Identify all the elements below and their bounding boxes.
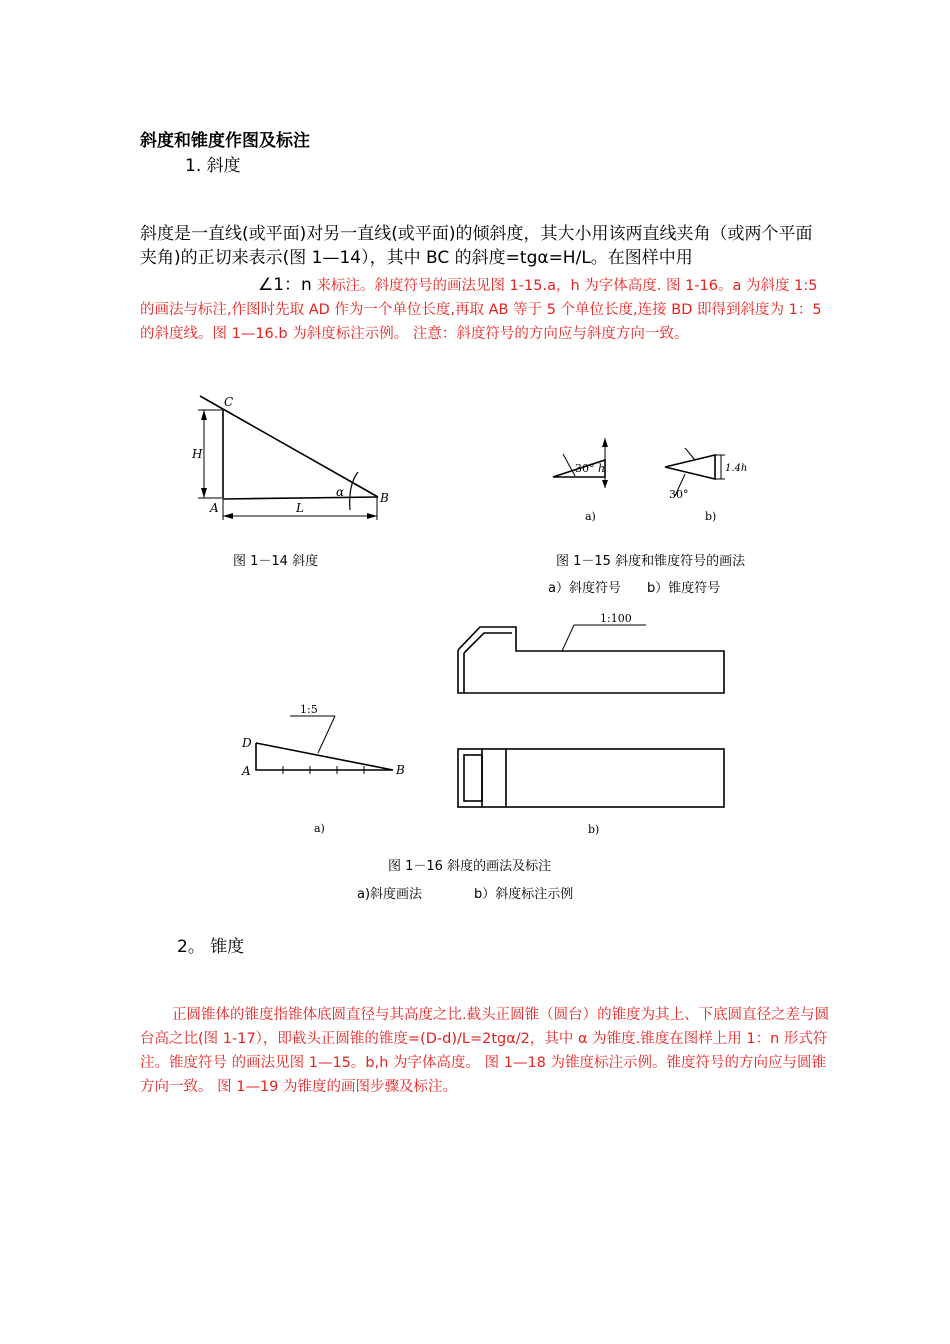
fig16a-sublabel: a): [314, 822, 325, 835]
fig15-h: h: [598, 462, 606, 475]
figure-1-16b: [450, 605, 740, 840]
para-black-text: 斜度是一直线(或平面)对另一直线(或平面)的倾斜度，其大小用该两直线夹角（或两个平面夹角)的正切来表示(图 1—14），其中 BC 的斜度=tgα=H/L。在图样中用: [140, 224, 813, 268]
fig15-subcaption: a）斜度符号 b）锥度符号: [548, 581, 721, 596]
figure-1-14: [190, 390, 400, 525]
fig16a-label-d: D: [242, 736, 252, 750]
fig15-caption: 图 1－15 斜度和锥度符号的画法: [556, 554, 746, 569]
section1-heading: 1. 斜度: [185, 156, 241, 176]
fig15-angle-b: 30°: [669, 488, 689, 501]
figure-1-16a: [238, 700, 418, 840]
fig15-angle-a: 30°: [575, 462, 595, 475]
section2-text: 正圆锥体的锥度指锥体底圆直径与其高度之比.截头正圆锥（圆台）的锥度为其上、下底圆直径之差与圆台高之比(图 1-17），即截头正圆锥的锥度=(D-d)/L=2tgα/2，其中 α 为锥度.锥度在图样上用 1：n 形式符注。锥度符号 的画法见图 1—15。b,h 为字体高度。 图 1—18 为锥度标注示例。锥度符号的方向应与圆锥方向一致。 图 1—19 为锥度的画图步骤及标注。: [140, 1007, 830, 1095]
page-title: 斜度和锥度作图及标注: [140, 131, 310, 151]
figure-1-15: [545, 430, 755, 530]
section2-heading: 2。 锥度: [177, 937, 245, 957]
fig16a-label-a: A: [242, 764, 251, 778]
fig15-h14: 1.4h: [725, 463, 748, 474]
fig14-label-b: B: [380, 491, 389, 505]
fig14-label-a: A: [210, 501, 219, 515]
fig14-label-alpha: α: [336, 485, 345, 499]
section2-paragraph: [140, 1003, 830, 1099]
fig14-caption: 图 1－14 斜度: [233, 554, 319, 569]
fig16-subcaption: a)斜度画法 b）斜度标注示例: [357, 887, 574, 902]
section1-red-paragraph: [140, 273, 830, 346]
slope-symbol-text: ∠1：n: [258, 275, 312, 295]
fig16b-sublabel: b): [588, 823, 600, 836]
fig15-label-a: a): [585, 510, 596, 523]
fig16b-ratio: 1:100: [600, 612, 632, 625]
fig16-caption: 图 1－16 斜度的画法及标注: [388, 859, 552, 874]
fig15-label-b: b): [705, 510, 717, 523]
fig14-label-c: C: [224, 395, 234, 409]
fig16a-label-b: B: [396, 763, 405, 777]
section1-paragraph: [140, 222, 820, 270]
para-red-text: 来标注。斜度符号的画法见图 1-15.a，h 为字体高度. 图 1-16。a 为斜度 1:5 的画法与标注,作图时先取 AD 作为一个单位长度,再取 AB 等于 5 个单位长度,连接 BD 即得到斜度为 1：5 的斜度线。图 1—16.b 为斜度标注示例。 注意：斜度符号的方向应与斜度方向一致。: [140, 278, 822, 342]
fig14-label-h: H: [192, 447, 203, 461]
fig16a-ratio: 1:5: [300, 703, 318, 716]
fig14-label-l: L: [296, 501, 304, 515]
